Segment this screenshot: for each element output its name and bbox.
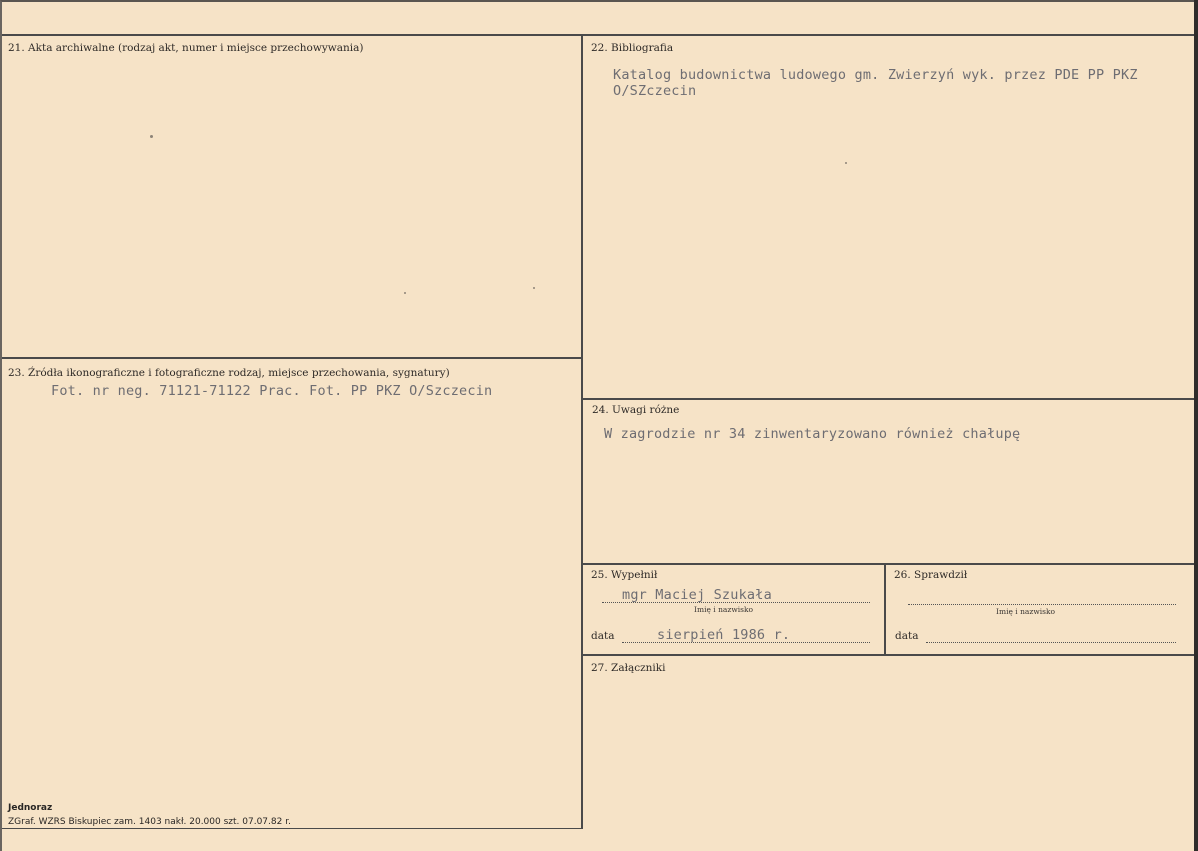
right-rule-27 [582,654,1196,656]
remarks-value: W zagrodzie nr 34 zinwentaryzowano również chałupę [604,426,1021,442]
filled-by-name: mgr Maciej Szukała [622,587,772,603]
section-27-label: 27. Załączniki [591,662,666,674]
right-rule-25 [582,563,1196,565]
footer-line-1: Jednoraz [8,803,53,813]
divider-25-26 [884,563,886,655]
right-rule-24 [582,398,1196,400]
filled-by-date: sierpień 1986 r. [657,627,791,643]
center-divider [581,34,583,829]
paper-speck [150,135,153,138]
left-mid-rule [2,357,582,359]
photo-sources-value: Fot. nr neg. 71121-71122 Prac. Fot. PP PKZ O/Szczecin [51,383,493,399]
section-23-label: 23. Źródła ikonograficzne i fotograficzne rodzaj, miejsce przechowania, sygnatury) [8,367,450,379]
card-right-edge [1194,0,1198,851]
checked-by-name-line [908,604,1176,605]
bottom-rule [2,828,582,829]
section-22-label: 22. Bibliografia [591,42,674,54]
section-24-label: 24. Uwagi różne [592,404,680,416]
section-21-label: 21. Akta archiwalne (rodzaj akt, numer i miejsce przechowywania) [8,42,364,54]
paper-speck [845,162,847,164]
section-25-label: 25. Wypełnił [591,569,658,581]
bibliography-line-2: O/SZczecin [613,83,697,99]
checked-by-date-label: data [895,630,919,642]
filled-by-name-line [602,602,870,603]
checked-by-date-line [926,642,1176,643]
filled-by-date-label: data [591,630,615,642]
checked-by-name-caption: Imię i nazwisko [996,607,1056,616]
paper-speck [533,287,535,289]
filled-by-name-caption: Imię i nazwisko [694,605,754,614]
section-26-label: 26. Sprawdził [894,569,968,581]
bibliography-line-1: Katalog budownictwa ludowego gm. Zwierzyń wyk. przez PDE PP PKZ [613,67,1138,83]
footer-line-2: ZGraf. WZRS Biskupiec zam. 1403 nakł. 20.000 szt. 07.07.82 r. [8,817,291,827]
paper-speck [404,292,406,294]
top-rule [2,34,1196,36]
